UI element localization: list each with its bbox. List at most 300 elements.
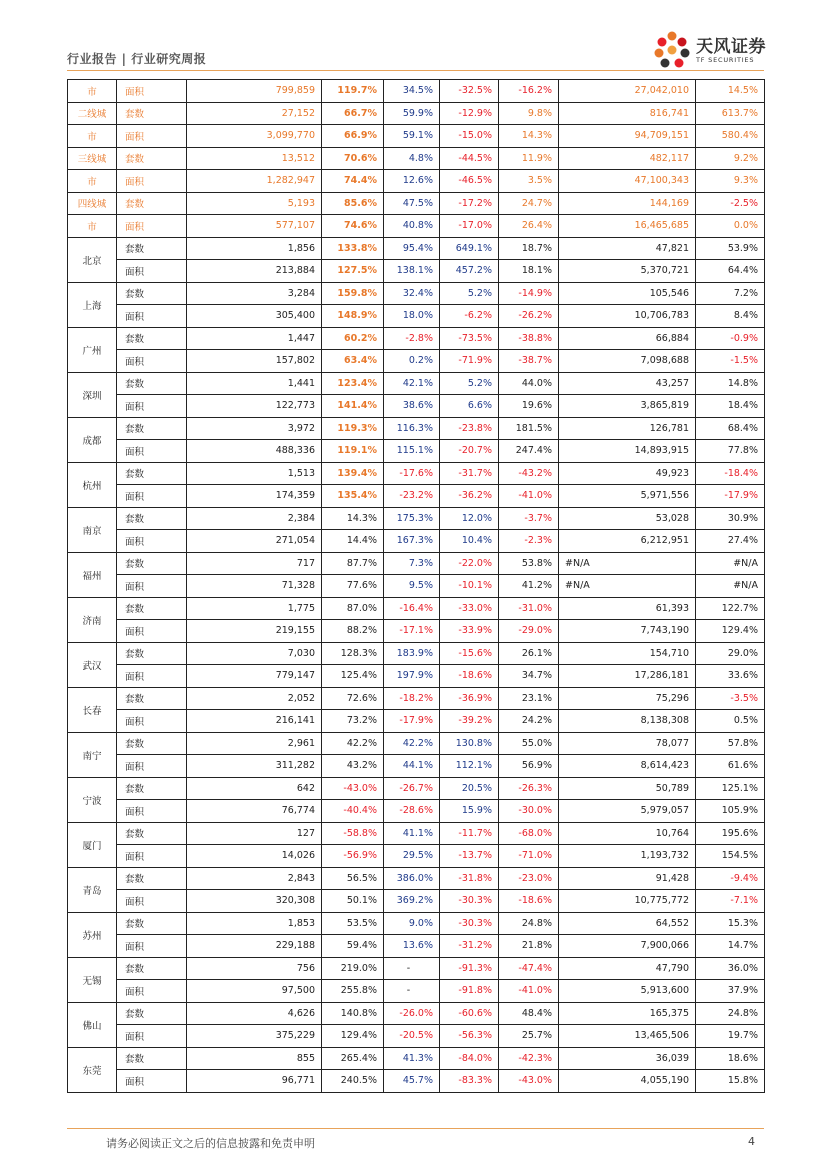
value-cell: 6,212,951 [559, 530, 696, 553]
value-cell: 64,552 [559, 912, 696, 935]
table-row [68, 530, 765, 553]
value-cell: 219.0% [322, 957, 384, 980]
value-cell: -38.8% [499, 327, 559, 350]
tier-city-cell: 二线城 [68, 102, 117, 125]
value-cell: 255.8% [322, 980, 384, 1003]
value-cell: -3.7% [499, 507, 559, 530]
value-cell: 7,900,066 [559, 935, 696, 958]
value-cell: 87.7% [322, 552, 384, 575]
metric-label-cell: 面积 [117, 350, 187, 373]
table-row [68, 687, 765, 710]
value-cell: -17.0% [440, 215, 499, 238]
value-cell: 642 [187, 777, 322, 800]
value-cell: 4.8% [384, 147, 440, 170]
city-name-cell: 成都 [68, 417, 117, 462]
metric-label-cell: 套数 [117, 417, 187, 440]
value-cell: 119.3% [322, 417, 384, 440]
value-cell: 75,296 [559, 687, 696, 710]
value-cell: 66.9% [322, 125, 384, 148]
value-cell: 116.3% [384, 417, 440, 440]
value-cell: -23.0% [499, 867, 559, 890]
value-cell: #N/A [696, 575, 765, 598]
table-row [68, 912, 765, 935]
value-cell: 375,229 [187, 1025, 322, 1048]
metric-label-cell: 面积 [117, 800, 187, 823]
value-cell: 88.2% [322, 620, 384, 643]
value-cell: -18.2% [384, 687, 440, 710]
value-cell: -30.0% [499, 800, 559, 823]
value-cell: 55.0% [499, 732, 559, 755]
value-cell: 41.3% [384, 1047, 440, 1070]
table-row [68, 192, 765, 215]
value-cell: 717 [187, 552, 322, 575]
value-cell: 15.3% [696, 912, 765, 935]
metric-label-cell: 面积 [117, 260, 187, 283]
value-cell: -91.3% [440, 957, 499, 980]
value-cell: 183.9% [384, 642, 440, 665]
value-cell: -83.3% [440, 1070, 499, 1093]
value-cell: -46.5% [440, 170, 499, 193]
value-cell: 148.9% [322, 305, 384, 328]
value-cell: 11.9% [499, 147, 559, 170]
value-cell: -17.6% [384, 462, 440, 485]
value-cell: -13.7% [440, 845, 499, 868]
value-cell: 3,865,819 [559, 395, 696, 418]
value-cell: -23.2% [384, 485, 440, 508]
value-cell: 127.5% [322, 260, 384, 283]
value-cell: -56.3% [440, 1025, 499, 1048]
metric-label-cell: 套数 [117, 507, 187, 530]
table-row [68, 710, 765, 733]
value-cell: -14.9% [499, 282, 559, 305]
value-cell: 5,979,057 [559, 800, 696, 823]
value-cell: 5.2% [440, 282, 499, 305]
value-cell: -91.8% [440, 980, 499, 1003]
value-cell: 457.2% [440, 260, 499, 283]
value-cell: 265.4% [322, 1047, 384, 1070]
value-cell: 6.6% [440, 395, 499, 418]
value-cell: -0.9% [696, 327, 765, 350]
metric-label-cell: 套数 [117, 1002, 187, 1025]
value-cell: 36,039 [559, 1047, 696, 1070]
value-cell: -18.6% [440, 665, 499, 688]
city-name-cell: 济南 [68, 597, 117, 642]
value-cell: 74.4% [322, 170, 384, 193]
value-cell: 59.4% [322, 935, 384, 958]
footer-divider [67, 1128, 764, 1129]
table-row [68, 395, 765, 418]
value-cell: 53.5% [322, 912, 384, 935]
value-cell: 16,465,685 [559, 215, 696, 238]
value-cell: 91,428 [559, 867, 696, 890]
value-cell: 7,743,190 [559, 620, 696, 643]
table-row [68, 890, 765, 913]
value-cell: 154,710 [559, 642, 696, 665]
value-cell: 0.0% [696, 215, 765, 238]
value-cell: 48.4% [499, 1002, 559, 1025]
tier-city-cell: 市 [68, 170, 117, 193]
city-name-cell: 广州 [68, 327, 117, 372]
table-row [68, 170, 765, 193]
metric-label-cell: 面积 [117, 170, 187, 193]
metric-label-cell: 套数 [117, 147, 187, 170]
value-cell: -16.4% [384, 597, 440, 620]
value-cell: 1,447 [187, 327, 322, 350]
company-logo [650, 28, 770, 72]
value-cell: 47,100,343 [559, 170, 696, 193]
value-cell: 59.1% [384, 125, 440, 148]
value-cell: -47.4% [499, 957, 559, 980]
value-cell: -71.9% [440, 350, 499, 373]
city-name-cell: 南京 [68, 507, 117, 552]
value-cell: 128.3% [322, 642, 384, 665]
value-cell: 9.8% [499, 102, 559, 125]
tier-city-cell: 市 [68, 125, 117, 148]
value-cell: 77.8% [696, 440, 765, 463]
value-cell: 95.4% [384, 237, 440, 260]
value-cell: 49,923 [559, 462, 696, 485]
metric-label-cell: 面积 [117, 1070, 187, 1093]
value-cell: 38.6% [384, 395, 440, 418]
value-cell: -18.4% [696, 462, 765, 485]
value-cell: 78,077 [559, 732, 696, 755]
value-cell: 7.2% [696, 282, 765, 305]
table-row [68, 777, 765, 800]
metric-label-cell: 面积 [117, 710, 187, 733]
value-cell: 369.2% [384, 890, 440, 913]
value-cell: 50.1% [322, 890, 384, 913]
city-name-cell: 宁波 [68, 777, 117, 822]
tier-city-cell: 市 [68, 80, 117, 103]
metric-label-cell: 套数 [117, 552, 187, 575]
flower-logo-icon [650, 28, 694, 72]
value-cell: -31.2% [440, 935, 499, 958]
value-cell: 130.8% [440, 732, 499, 755]
value-cell: 26.4% [499, 215, 559, 238]
value-cell: 129.4% [322, 1025, 384, 1048]
value-cell: -1.5% [696, 350, 765, 373]
value-cell: 97,500 [187, 980, 322, 1003]
value-cell: -30.3% [440, 912, 499, 935]
value-cell: -33.0% [440, 597, 499, 620]
value-cell: 138.1% [384, 260, 440, 283]
value-cell: 181.5% [499, 417, 559, 440]
value-cell: 63.4% [322, 350, 384, 373]
value-cell: 42.1% [384, 372, 440, 395]
value-cell: 13,512 [187, 147, 322, 170]
value-cell: 30.9% [696, 507, 765, 530]
value-cell: 139.4% [322, 462, 384, 485]
value-cell: 105.9% [696, 800, 765, 823]
metric-label-cell: 面积 [117, 575, 187, 598]
value-cell: 70.6% [322, 147, 384, 170]
metric-label-cell: 面积 [117, 620, 187, 643]
value-cell: 799,859 [187, 80, 322, 103]
city-name-cell: 长春 [68, 687, 117, 732]
value-cell: 25.7% [499, 1025, 559, 1048]
metric-label-cell: 套数 [117, 822, 187, 845]
value-cell: 9.2% [696, 147, 765, 170]
value-cell: -10.1% [440, 575, 499, 598]
table-row [68, 485, 765, 508]
value-cell: -2.3% [499, 530, 559, 553]
value-cell: 60.2% [322, 327, 384, 350]
value-cell: 247.4% [499, 440, 559, 463]
table-row [68, 732, 765, 755]
value-cell: 33.6% [696, 665, 765, 688]
city-name-cell: 东莞 [68, 1047, 117, 1092]
table-row [68, 237, 765, 260]
metric-label-cell: 面积 [117, 305, 187, 328]
metric-label-cell: 面积 [117, 80, 187, 103]
value-cell: 13,465,506 [559, 1025, 696, 1048]
value-cell: 8,614,423 [559, 755, 696, 778]
city-name-cell: 武汉 [68, 642, 117, 687]
value-cell: 3.5% [499, 170, 559, 193]
value-cell: -6.2% [440, 305, 499, 328]
value-cell: 154.5% [696, 845, 765, 868]
value-cell: 24.7% [499, 192, 559, 215]
value-cell: 57.8% [696, 732, 765, 755]
value-cell: 2,384 [187, 507, 322, 530]
value-cell: 14.8% [696, 372, 765, 395]
city-name-cell: 厦门 [68, 822, 117, 867]
metric-label-cell: 面积 [117, 890, 187, 913]
value-cell: 61.6% [696, 755, 765, 778]
value-cell: 18.6% [696, 1047, 765, 1070]
metric-label-cell: 面积 [117, 125, 187, 148]
value-cell: 27,042,010 [559, 80, 696, 103]
value-cell: -31.7% [440, 462, 499, 485]
city-name-cell: 南宁 [68, 732, 117, 777]
value-cell: 855 [187, 1047, 322, 1070]
value-cell: -9.4% [696, 867, 765, 890]
value-cell: 229,188 [187, 935, 322, 958]
value-cell: -30.3% [440, 890, 499, 913]
value-cell: 15.9% [440, 800, 499, 823]
tier-city-cell: 四线城 [68, 192, 117, 215]
value-cell: 482,117 [559, 147, 696, 170]
value-cell: 20.5% [440, 777, 499, 800]
table-row [68, 462, 765, 485]
value-cell: 125.1% [696, 777, 765, 800]
value-cell: -43.2% [499, 462, 559, 485]
table-row [68, 260, 765, 283]
value-cell: 756 [187, 957, 322, 980]
value-cell: 47,821 [559, 237, 696, 260]
value-cell: 0.2% [384, 350, 440, 373]
city-name-cell: 佛山 [68, 1002, 117, 1047]
value-cell: 1,856 [187, 237, 322, 260]
table-row [68, 822, 765, 845]
value-cell: 27.4% [696, 530, 765, 553]
table-row [68, 147, 765, 170]
value-cell: 19.7% [696, 1025, 765, 1048]
value-cell: 41.2% [499, 575, 559, 598]
value-cell: 34.5% [384, 80, 440, 103]
value-cell: 119.1% [322, 440, 384, 463]
value-cell: 7,030 [187, 642, 322, 665]
housing-transaction-table [67, 79, 765, 1093]
value-cell: -26.2% [499, 305, 559, 328]
table-row [68, 417, 765, 440]
value-cell: 271,054 [187, 530, 322, 553]
value-cell: -17.1% [384, 620, 440, 643]
table-row [68, 1047, 765, 1070]
value-cell: 7,098,688 [559, 350, 696, 373]
value-cell: 240.5% [322, 1070, 384, 1093]
value-cell: 4,626 [187, 1002, 322, 1025]
city-name-cell: 无锡 [68, 957, 117, 1002]
metric-label-cell: 套数 [117, 912, 187, 935]
city-name-cell: 杭州 [68, 462, 117, 507]
value-cell: 47,790 [559, 957, 696, 980]
value-cell: 219,155 [187, 620, 322, 643]
value-cell: 72.6% [322, 687, 384, 710]
value-cell: -17.9% [696, 485, 765, 508]
metric-label-cell: 面积 [117, 665, 187, 688]
value-cell: 14.7% [696, 935, 765, 958]
value-cell: -31.8% [440, 867, 499, 890]
value-cell: -41.0% [499, 980, 559, 1003]
value-cell: 53.9% [696, 237, 765, 260]
value-cell: 197.9% [384, 665, 440, 688]
metric-label-cell: 套数 [117, 192, 187, 215]
table-row [68, 80, 765, 103]
value-cell: 14,026 [187, 845, 322, 868]
value-cell: -26.3% [499, 777, 559, 800]
value-cell: 18.4% [696, 395, 765, 418]
table-row [68, 597, 765, 620]
value-cell: 17,286,181 [559, 665, 696, 688]
value-cell: 1,513 [187, 462, 322, 485]
value-cell: 165,375 [559, 1002, 696, 1025]
value-cell: 73.2% [322, 710, 384, 733]
value-cell: 19.6% [499, 395, 559, 418]
metric-label-cell: 面积 [117, 530, 187, 553]
value-cell: #N/A [559, 575, 696, 598]
value-cell: 29.0% [696, 642, 765, 665]
metric-label-cell: 面积 [117, 1025, 187, 1048]
metric-label-cell: 面积 [117, 935, 187, 958]
value-cell: 10,706,783 [559, 305, 696, 328]
value-cell: 43,257 [559, 372, 696, 395]
value-cell: 61,393 [559, 597, 696, 620]
value-cell: -39.2% [440, 710, 499, 733]
value-cell: 311,282 [187, 755, 322, 778]
metric-label-cell: 套数 [117, 102, 187, 125]
value-cell: 1,775 [187, 597, 322, 620]
value-cell: 44.1% [384, 755, 440, 778]
value-cell: 127 [187, 822, 322, 845]
metric-label-cell: 套数 [117, 282, 187, 305]
value-cell: -18.6% [499, 890, 559, 913]
metric-label-cell: 面积 [117, 485, 187, 508]
value-cell: 50,789 [559, 777, 696, 800]
value-cell: 167.3% [384, 530, 440, 553]
value-cell: 213,884 [187, 260, 322, 283]
value-cell: -38.7% [499, 350, 559, 373]
value-cell: -43.0% [499, 1070, 559, 1093]
metric-label-cell: 面积 [117, 215, 187, 238]
value-cell: -36.9% [440, 687, 499, 710]
value-cell: 12.6% [384, 170, 440, 193]
value-cell: 24.8% [499, 912, 559, 935]
value-cell: 43.2% [322, 755, 384, 778]
value-cell: 68.4% [696, 417, 765, 440]
value-cell: -32.5% [440, 80, 499, 103]
value-cell: 21.8% [499, 935, 559, 958]
value-cell: -23.8% [440, 417, 499, 440]
value-cell: -17.2% [440, 192, 499, 215]
value-cell: 8.4% [696, 305, 765, 328]
table-row [68, 800, 765, 823]
value-cell: 126,781 [559, 417, 696, 440]
table-row [68, 755, 765, 778]
report-category: 行业报告 | 行业研究周报 [67, 52, 207, 66]
value-cell: -26.0% [384, 1002, 440, 1025]
value-cell: 56.5% [322, 867, 384, 890]
value-cell: -56.9% [322, 845, 384, 868]
value-cell: 157,802 [187, 350, 322, 373]
table-row [68, 845, 765, 868]
metric-label-cell: 套数 [117, 642, 187, 665]
value-cell: 2,843 [187, 867, 322, 890]
value-cell: -17.9% [384, 710, 440, 733]
value-cell: -33.9% [440, 620, 499, 643]
value-cell: 174,359 [187, 485, 322, 508]
value-cell: 96,771 [187, 1070, 322, 1093]
value-cell: 18.7% [499, 237, 559, 260]
value-cell: 18.1% [499, 260, 559, 283]
value-cell: 94,709,151 [559, 125, 696, 148]
value-cell: 14.3% [499, 125, 559, 148]
value-cell: 216,141 [187, 710, 322, 733]
table-row [68, 642, 765, 665]
value-cell: 8,138,308 [559, 710, 696, 733]
value-cell: 159.8% [322, 282, 384, 305]
table-row [68, 1025, 765, 1048]
value-cell: 24.8% [696, 1002, 765, 1025]
value-cell: -42.3% [499, 1047, 559, 1070]
value-cell: 87.0% [322, 597, 384, 620]
table-row [68, 282, 765, 305]
table-row [68, 125, 765, 148]
value-cell: -28.6% [384, 800, 440, 823]
value-cell: 3,972 [187, 417, 322, 440]
value-cell: 1,441 [187, 372, 322, 395]
value-cell: 41.1% [384, 822, 440, 845]
value-cell: - [384, 957, 440, 980]
value-cell: 320,308 [187, 890, 322, 913]
value-cell: 34.7% [499, 665, 559, 688]
value-cell: 9.3% [696, 170, 765, 193]
table-row [68, 215, 765, 238]
city-name-cell: 苏州 [68, 912, 117, 957]
value-cell: -15.0% [440, 125, 499, 148]
table-row [68, 1002, 765, 1025]
value-cell: 77.6% [322, 575, 384, 598]
value-cell: -73.5% [440, 327, 499, 350]
value-cell: 580.4% [696, 125, 765, 148]
value-cell: 5,913,600 [559, 980, 696, 1003]
value-cell: -20.5% [384, 1025, 440, 1048]
value-cell: 122,773 [187, 395, 322, 418]
value-cell: 14,893,915 [559, 440, 696, 463]
value-cell: 23.1% [499, 687, 559, 710]
value-cell: -26.7% [384, 777, 440, 800]
value-cell: 10.4% [440, 530, 499, 553]
